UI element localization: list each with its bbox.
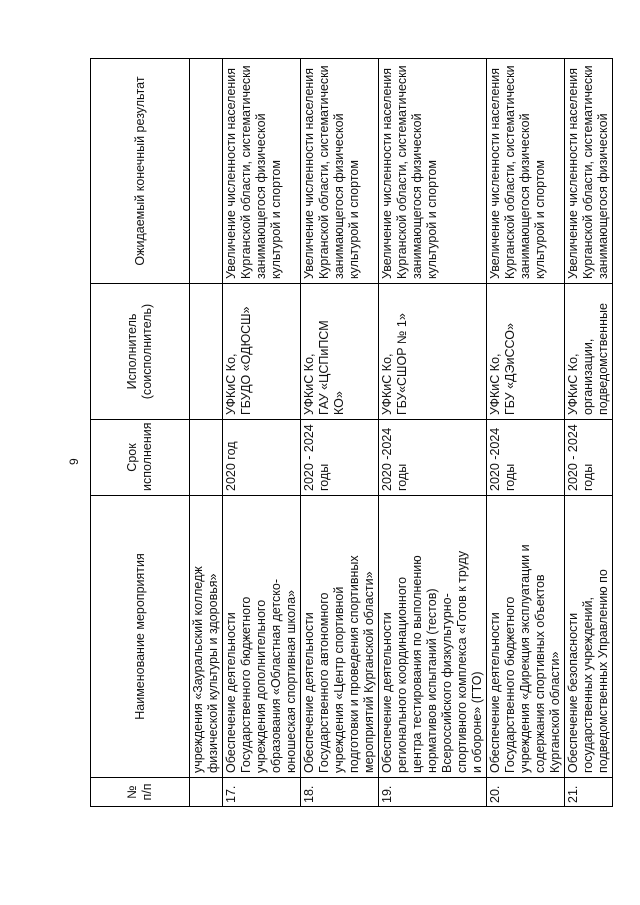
table-row	[223, 59, 301, 807]
cell-term	[190, 420, 223, 496]
table-row	[301, 59, 379, 807]
cell-name: Обеспечение деятельности Государственного бюджетного учреждения «Дирекция эксплуатации и содержания спортивных объектов Курганской области»	[487, 496, 565, 778]
cell-num: 17.	[223, 778, 301, 807]
cell-term: 2020 год	[223, 420, 301, 496]
cell-executor: УФКиС Ко, ГАУ «ЦСПиПСМ КО»	[301, 284, 379, 420]
header-term: Срок исполнения	[91, 420, 190, 496]
cell-num	[190, 778, 223, 807]
cell-executor: УФКиС Ко, ГБУДО «ОДЮСШ»	[223, 284, 301, 420]
table-row	[487, 59, 565, 807]
table-row	[565, 59, 613, 807]
cell-name: учреждения «Зауральский колледж физической культуры и здоровья»	[190, 496, 223, 778]
header-name: Наименование мероприятия	[91, 496, 190, 778]
cell-term: 2020 -2024 годы	[487, 420, 565, 496]
table-row	[379, 59, 487, 807]
cell-term: 2020 -2024 годы	[379, 420, 487, 496]
cell-executor: УФКиС Ко, организации, подведомственные	[565, 284, 613, 420]
cell-num: 19.	[379, 778, 487, 807]
cell-executor	[190, 284, 223, 420]
cell-num: 18.	[301, 778, 379, 807]
cell-num: 20.	[487, 778, 565, 807]
page-number: 9	[67, 458, 81, 465]
cell-name: Обеспечение деятельности Государственного автономного учреждения «Центр спортивной подготовки и проведения спортивных мероприятий Курганской области»	[301, 496, 379, 778]
cell-num: 21.	[565, 778, 613, 807]
measures-table	[90, 58, 613, 807]
cell-executor: УФКиС Ко, ГБУ «ДЭиССО»	[487, 284, 565, 420]
cell-result: Увеличение численности населения Курганской области, систематически занимающегося физической культурой и спортом	[379, 59, 487, 284]
cell-term: 2020 - 2024 годы	[565, 420, 613, 496]
cell-executor: УФКиС Ко, ГБУ«СШОР № 1»	[379, 284, 487, 420]
cell-term: 2020 - 2024 годы	[301, 420, 379, 496]
header-result: Ожидаемый конечный результат	[91, 59, 190, 284]
cell-result: Увеличение численности населения Курганской области, систематически занимающегося физической культурой и спортом	[223, 59, 301, 284]
cell-name: Обеспечение деятельности Государственного бюджетного учреждения дополнительного образования «Областная детско- юношеская спортивная школа»	[223, 496, 301, 778]
header-executor: Исполнитель (соисполнитель)	[91, 284, 190, 420]
header-num: № п/п	[91, 778, 190, 807]
table-row-carryover	[190, 59, 223, 807]
cell-result: Увеличение численности населения Курганской области, систематически занимающегося физической	[565, 59, 613, 284]
cell-result: Увеличение численности населения Курганской области, систематически занимающегося физической культурой и спортом	[301, 59, 379, 284]
cell-name: Обеспечение безопасности государственных учреждений, подведомственных Управлению по	[565, 496, 613, 778]
cell-result	[190, 59, 223, 284]
cell-name: Обеспечение деятельности регионального координационного центра тестирования по выполнению нормативов испытаний (тестов) Всероссийского физкультурно- спортивного комплекса «Готов к труду и обороне» (ГТО)	[379, 496, 487, 778]
table-header-row	[91, 59, 190, 807]
cell-result: Увеличение численности населения Курганской области, систематически занимающегося физической культурой и спортом	[487, 59, 565, 284]
